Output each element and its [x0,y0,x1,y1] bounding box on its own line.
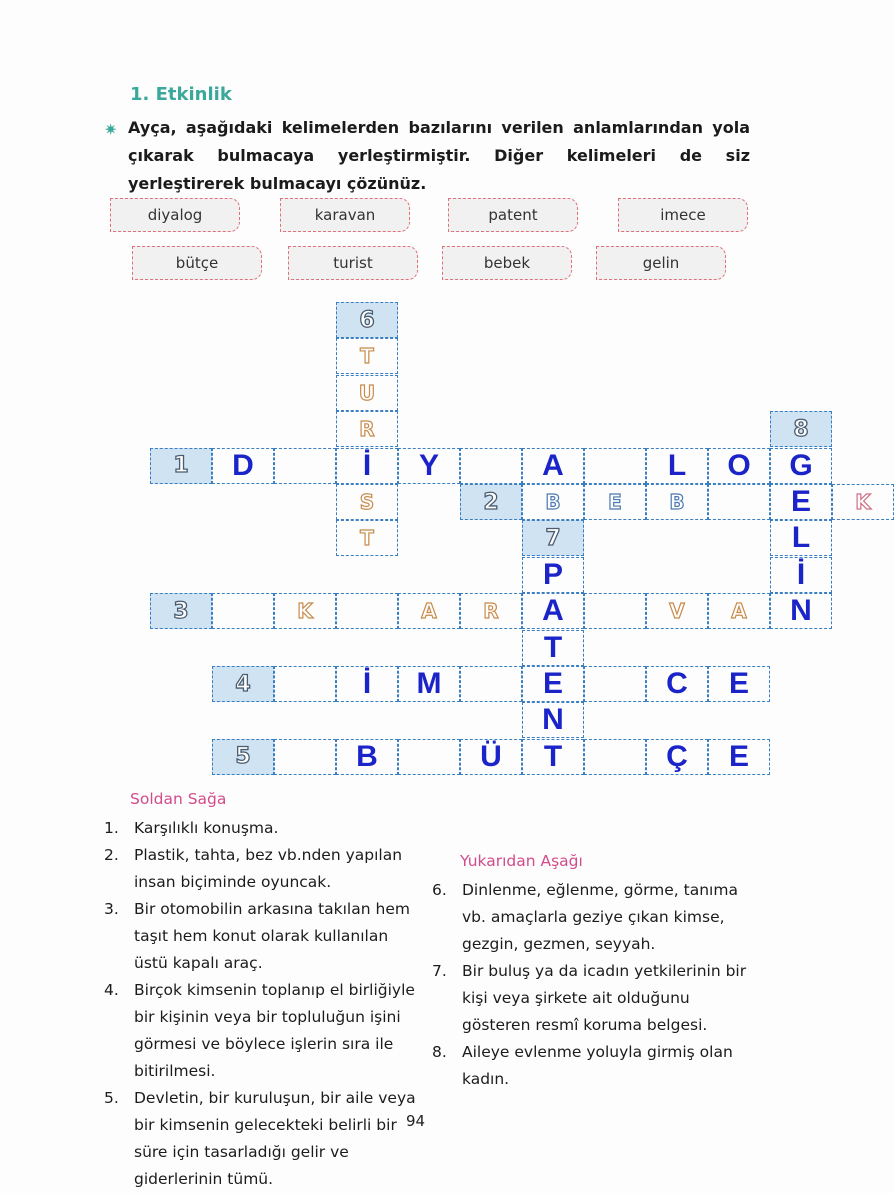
crossword-cell [274,666,336,702]
given-letter: T [360,526,374,551]
clue-number: 2. [104,846,119,864]
clue-number-label: 6 [359,307,375,333]
crossword-cell [398,666,460,702]
crossword-cell [522,666,584,702]
word-bank-item: bebek [442,246,572,280]
given-letter: B [669,490,685,514]
crossword-cell [212,739,274,775]
crossword-cell [398,448,460,484]
clue-number-label: 3 [173,598,189,624]
crossword-cell [770,448,832,484]
crossword-cell [336,739,398,775]
crossword-cell [336,411,398,447]
clue-number: 6. [432,881,447,899]
clue-number-label: 5 [235,744,251,770]
crossword-cell [708,448,770,484]
given-letter: R [359,417,375,442]
crossword-cell [584,739,646,775]
crossword-cell [212,666,274,702]
crossword-cell [522,448,584,484]
clue-item [104,815,420,842]
answer-letter: İ [362,448,372,482]
page-number: 94 [405,1112,426,1130]
given-letter: U [358,380,376,405]
answer-letter: Y [418,448,439,482]
crossword-cell [460,593,522,629]
crossword-cell [460,666,522,702]
clue-item [432,877,752,958]
answer-letter: E [728,739,749,773]
answer-letter: N [542,703,564,737]
clue-item [104,842,420,896]
bullet-star-icon: ✷ [104,120,118,139]
word-bank-item: gelin [596,246,726,280]
answer-letter: A [542,594,564,628]
clue-number: 1. [104,819,119,837]
clue-item [432,1039,752,1093]
crossword-cell [708,484,770,520]
crossword-cell [770,484,832,520]
clue-number: 8. [432,1043,447,1061]
answer-letter: E [790,485,811,518]
crossword-cell [336,593,398,629]
crossword-cell [212,448,274,484]
crossword-cell [522,739,584,775]
clue-text: Plastik, tahta, bez vb.nden yapılan insan biçiminde oyuncak. [134,846,403,891]
crossword-cell [708,739,770,775]
answer-letter: C [666,667,688,700]
answer-letter: P [542,557,563,591]
word-bank-item: karavan [280,198,410,232]
crossword-cell [274,593,336,629]
clue-number-label: 8 [793,416,809,442]
crossword-cell [770,593,832,629]
clue-number: 5. [104,1089,119,1107]
answer-letter: Ç [666,739,688,773]
crossword-cell [212,593,274,629]
activity-title: 1. Etkinlik [130,84,232,105]
clue-item [432,958,752,1039]
clue-number-label: 7 [545,525,561,551]
crossword-cell [646,739,708,775]
clue-item [104,1085,420,1193]
given-letter: S [359,490,375,514]
clue-number: 3. [104,900,119,918]
crossword-cell [708,666,770,702]
clue-text: Aileye evlenme yoluyla girmiş olan kadın. [462,1043,733,1088]
given-letter: E [608,490,622,514]
crossword-cell [584,448,646,484]
crossword-cell [522,484,584,520]
answer-letter: E [542,667,563,700]
clues-down [432,848,752,1093]
crossword-cell [584,484,646,520]
answer-letter: B [356,739,378,773]
crossword-cell [274,448,336,484]
crossword-cell [522,520,584,556]
word-bank-item: imece [618,198,748,232]
clue-text: Bir otomobilin arkasına takılan hem taşıt hem konut olarak kullanılan üstü kapalı araç. [134,900,410,972]
clue-item [104,896,420,977]
crossword-cell [336,375,398,411]
answer-letter: T [543,739,563,773]
answer-letter: N [790,594,812,628]
crossword-cell [584,666,646,702]
clue-text: Bir buluş ya da icadın yetkilerinin bir kişi veya şirkete ait olduğunu gösteren resmî koruma belgesi. [462,962,747,1034]
crossword-cell [150,593,212,629]
crossword-cell [584,593,646,629]
word-bank-item: diyalog [110,198,240,232]
clue-number-label: 4 [235,671,251,697]
given-letter: A [421,599,437,624]
clue-number-label: 2 [483,489,499,515]
crossword-cell [460,739,522,775]
clue-text: Dinlenme, eğlenme, görme, tanıma vb. amaçlarla geziye çıkan kimse, gezgin, gezmen, seyyah. [462,881,738,953]
given-letter: K [297,599,313,624]
crossword-cell [522,557,584,593]
crossword-cell [460,448,522,484]
answer-letter: Ü [480,739,502,773]
given-letter: B [545,490,561,514]
clue-number-label: 1 [173,453,189,479]
clue-item [104,977,420,1085]
answer-letter: M [416,667,442,700]
crossword-cell [336,302,398,338]
answer-letter: G [789,448,813,482]
answer-letter: İ [362,667,372,700]
crossword-cell [460,484,522,520]
crossword-cell [832,484,894,520]
crossword-cell [336,448,398,484]
crossword-cell [274,739,336,775]
answer-letter: L [667,448,687,482]
given-letter: A [731,599,747,624]
clue-number: 7. [432,962,447,980]
crossword-cell [646,666,708,702]
answer-letter: D [232,448,254,482]
instruction-text: Ayça, aşağıdaki kelimelerden bazılarını verilen anlamlarından yola çıkarak bulmacaya yerleştirmiştir. Diğer kelimeleri de siz yerleştirerek bulmacayı çözünüz. [128,118,750,193]
crossword-cell [646,448,708,484]
crossword-cell [646,593,708,629]
clue-text: Devletin, bir kuruluşun, bir aile veya bir kimsenin gelecekteki belirli bir süre için tasarladığı gelir ve giderlerinin tümü. [134,1089,416,1188]
crossword-cell [522,702,584,738]
down-title: Yukarıdan Aşağı [460,852,583,870]
crossword-cell [522,593,584,629]
crossword-cell [708,593,770,629]
crossword-cell [646,484,708,520]
crossword-cell [770,557,832,593]
crossword-cell [770,520,832,556]
given-letter: R [483,599,499,624]
crossword-cell [522,630,584,666]
crossword-cell [398,593,460,629]
given-letter: K [855,490,871,514]
crossword-cell [770,411,832,447]
crossword-cell [336,520,398,556]
across-title: Soldan Sağa [130,790,227,808]
given-letter: T [360,344,374,369]
answer-letter: A [542,448,564,482]
crossword-cell [150,448,212,484]
clue-text: Birçok kimsenin toplanıp el birliğiyle bir kişinin veya bir topluluğun işini görmesi ve böylece işlerin sıra ile bitirilmesi. [134,981,415,1080]
clue-text: Karşılıklı konuşma. [134,819,279,837]
answer-letter: T [543,630,563,664]
answer-letter: O [727,448,751,482]
crossword-cell [398,739,460,775]
answer-letter: E [728,667,749,700]
given-letter: V [669,599,685,624]
word-bank-item: turist [288,246,418,280]
word-bank-item: patent [448,198,578,232]
clue-number: 4. [104,981,119,999]
word-bank-item: bütçe [132,246,262,280]
crossword-cell [336,338,398,374]
crossword-cell [336,484,398,520]
crossword-cell [336,666,398,702]
answer-letter: L [791,521,811,555]
answer-letter: İ [796,557,806,591]
clues-across [104,786,420,1193]
